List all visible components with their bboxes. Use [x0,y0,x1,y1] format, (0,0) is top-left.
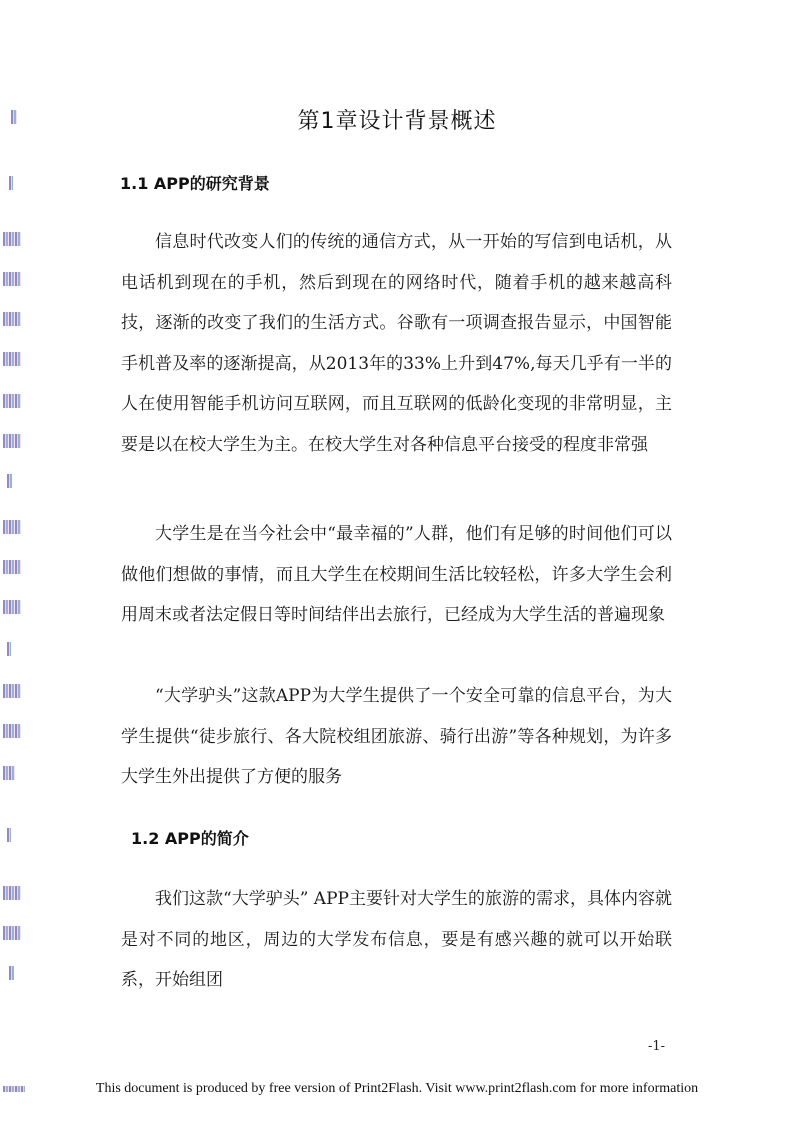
paragraph-app-platform: “大学驴头”这款APP为大学生提供了一个安全可靠的信息平台，为大学生提供“徒步旅行、各大院校组团旅游、骑行出游”等各种规划，为许多大学生外出提供了方便的服务 [121,686,672,787]
margin-artifact [3,352,21,366]
margin-artifact [3,520,21,534]
margin-artifact [9,966,14,980]
margin-artifact [3,272,21,286]
paragraph-research-background: 信息时代改变人们的传统的通信方式，从一开始的写信到电话机，从电话机到现在的手机，然后到现在的网络时代，随着手机的越来越高科技，逐渐的改变了我们的生活方式。谷歌有一项调查报告显示，中国智能手机普及率的逐渐提高，从2013年的33%上升到47%,每天几乎有一半的人在使用智能手机访问互联网，而且互联网的低龄化变现的非常明显，主要是以在校大学生为主。在校大学生对各种信息平台接受的程度非常强 [121,232,672,455]
footer-notice: This document is produced by free version of Print2Flash. Visit www.print2flash.com for more information [95,1081,699,1096]
section-heading-1-2: 1.2 APP的简介 [131,829,249,848]
margin-artifact [3,312,21,326]
paragraph-app-intro: 我们这款“大学驴头” APP主要针对大学生的旅游的需求，具体内容就是对不同的地区，周边的大学发布信息，要是有感兴趣的就可以开始联系，开始组团 [121,889,672,990]
margin-artifact [3,886,21,900]
section-heading-1-1: 1.1 APP的研究背景 [120,174,270,193]
margin-artifact [3,232,21,246]
margin-artifact [3,926,21,940]
page-number: -1- [648,1039,666,1054]
chapter-title: 第1章设计背景概述 [297,109,497,134]
scan-margin-artifacts [3,0,27,1123]
margin-artifact [3,560,21,574]
margin-artifact [3,434,21,448]
margin-artifact [7,642,11,656]
margin-artifact [3,724,21,738]
margin-artifact [7,828,11,842]
margin-artifact [3,766,15,780]
margin-artifact [3,600,21,614]
margin-artifact [9,176,13,190]
margin-artifact [7,474,12,488]
margin-artifact [3,394,21,408]
margin-artifact [3,684,21,698]
paragraph-students-travel: 大学生是在当今社会中“最幸福的”人群，他们有足够的时间他们可以做他们想做的事情，而且大学生在校期间生活比较轻松，许多大学生会利用周末或者法定假日等时间结伴出去旅行，已经成为大学生活的普遍现象 [121,524,672,625]
